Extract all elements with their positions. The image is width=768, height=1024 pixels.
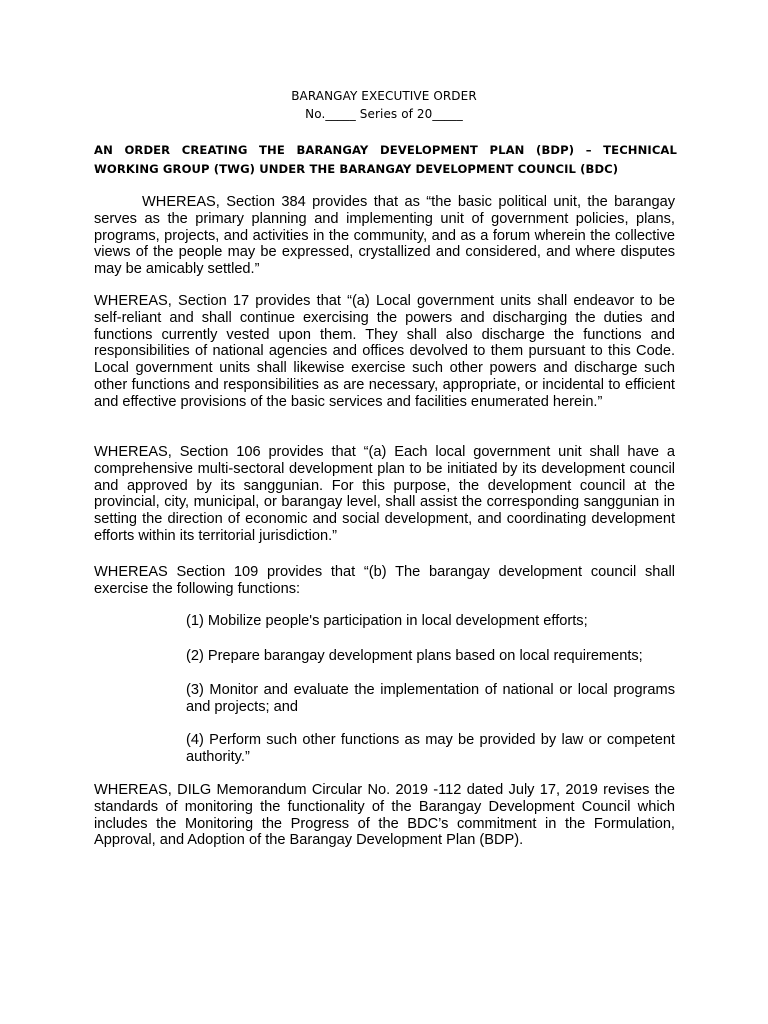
whereas-section-109: WHEREAS Section 109 provides that “(b) The barangay development council shall exercise the following functions: [94, 564, 675, 597]
whereas-dilg-memorandum: WHEREAS, DILG Memorandum Circular No. 2019 -112 dated July 17, 2019 revises the standards of monitoring the functionality of the Barangay Development Council which includes the Monitoring the Progress of the BDC’s commitment in the Formulation, Approval, and Adoption of the Barangay Development Plan (BDP). [94, 782, 675, 849]
whereas-section-384: WHEREAS, Section 384 provides that as “the basic political unit, the barangay serves as the primary planning and implementing unit of government policies, plans, programs, projects, and activities in the community, and as a forum wherein the collective views of the people may be expressed, crystallized and considered, and where disputes may be amicably settled.” [94, 194, 675, 278]
whereas-section-17: WHEREAS, Section 17 provides that “(a) Local government units shall endeavor to be self-reliant and shall continue exercising the powers and discharging the duties and functions currently vested upon them. They shall also discharge the functions and responsibilities of national agencies and offices devolved to them pursuant to this Code. Local government units shall likewise exercise such other powers and discharge such other functions and responsibilities as are necessary, appropriate, or incidental to efficient and effective provisions of the basic services and facilities enumerated herein.” [94, 293, 675, 410]
function-item-1: (1) Mobilize people's participation in local development efforts; [186, 613, 588, 629]
order-title: AN ORDER CREATING THE BARANGAY DEVELOPMENT PLAN (BDP) – TECHNICAL WORKING GROUP (TWG) UNDER THE BARANGAY DEVELOPMENT COUNCIL (BDC) [94, 143, 677, 176]
order-number-line: No._____ Series of 20_____ [305, 107, 463, 121]
function-item-4: (4) Perform such other functions as may be provided by law or competent authority.” [186, 732, 675, 765]
document-heading: BARANGAY EXECUTIVE ORDER [291, 89, 477, 103]
function-item-2: (2) Prepare barangay development plans based on local requirements; [186, 648, 643, 664]
whereas-section-106: WHEREAS, Section 106 provides that “(a) Each local government unit shall have a comprehensive multi-sectoral development plan to be initiated by its development council and approved by its sanggunian. For this purpose, the development council at the provincial, city, municipal, or barangay level, shall assist the corresponding sanggunian in setting the direction of economic and social development, and coordinating development efforts within its territorial jurisdiction.” [94, 444, 675, 544]
function-item-3: (3) Monitor and evaluate the implementation of national or local programs and projects; and [186, 682, 675, 715]
